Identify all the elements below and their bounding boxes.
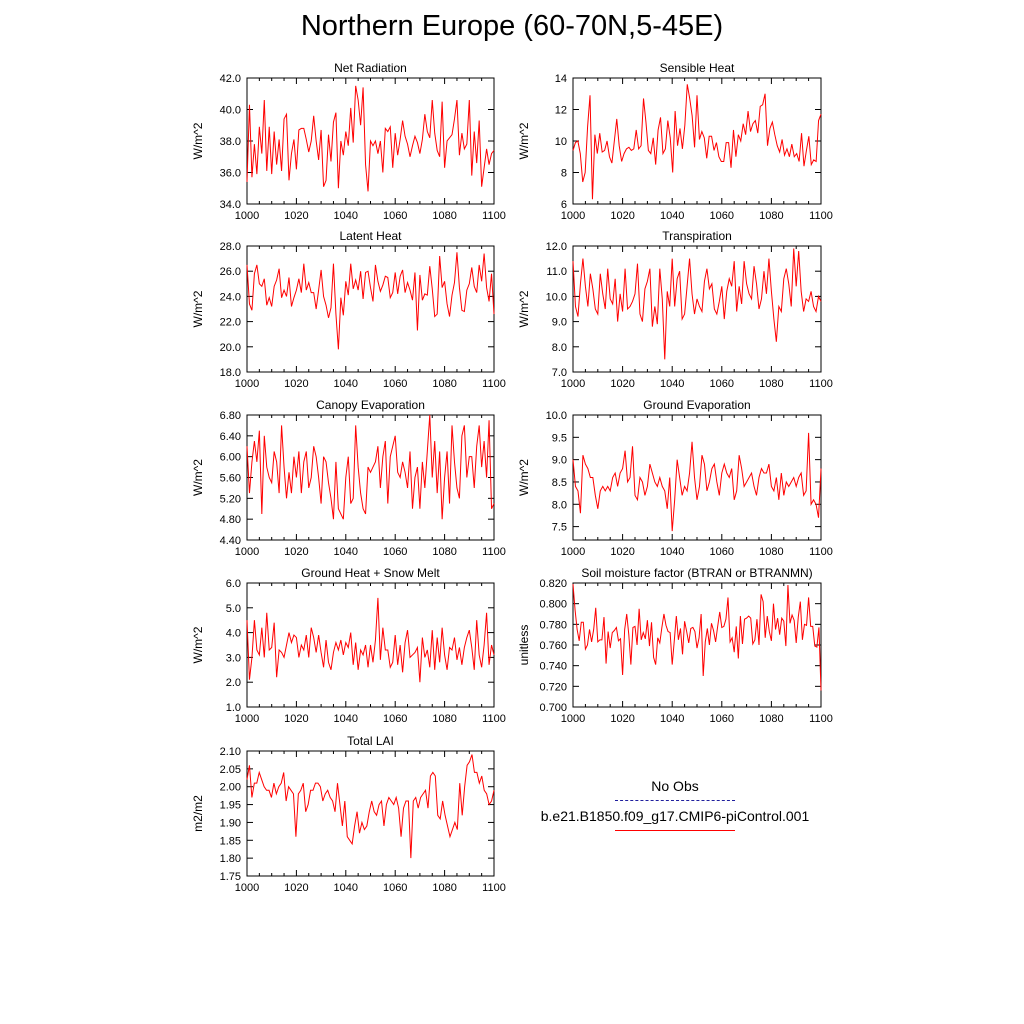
series-line bbox=[247, 252, 494, 349]
chart-panel-8 bbox=[191, 734, 506, 894]
series-line bbox=[247, 86, 494, 192]
x-tick-label: 1080 bbox=[432, 546, 457, 558]
y-tick-label: 38.0 bbox=[219, 136, 241, 148]
legend bbox=[520, 778, 830, 838]
y-tick-label: 1.90 bbox=[219, 817, 241, 830]
chart-panel-5 bbox=[517, 398, 833, 558]
x-tick-label: 1040 bbox=[659, 546, 685, 558]
plot-frame bbox=[573, 415, 821, 540]
panel-title: Soil moisture factor (BTRAN or BTRANMN) bbox=[581, 566, 813, 580]
x-tick-label: 1000 bbox=[560, 210, 586, 222]
x-tick-label: 1040 bbox=[659, 713, 685, 725]
series-line bbox=[247, 755, 494, 859]
y-tick-label: 7.0 bbox=[551, 367, 567, 379]
series-line bbox=[573, 584, 821, 690]
x-tick-label: 1060 bbox=[709, 378, 735, 390]
x-tick-label: 1040 bbox=[333, 210, 359, 222]
y-tick-label: 4.40 bbox=[219, 535, 241, 547]
y-tick-label: 10.0 bbox=[545, 291, 567, 304]
x-tick-label: 1000 bbox=[560, 546, 586, 558]
y-axis-label: W/m^2 bbox=[191, 626, 205, 664]
panel-title: Latent Heat bbox=[339, 229, 402, 243]
x-tick-label: 1080 bbox=[432, 713, 457, 725]
y-tick-label: 3.0 bbox=[225, 652, 241, 665]
chart-panel-1 bbox=[517, 61, 833, 222]
x-tick-label: 1060 bbox=[382, 378, 408, 390]
y-tick-label: 6.80 bbox=[219, 410, 241, 422]
y-tick-label: 12 bbox=[554, 104, 567, 117]
chart-panel-3 bbox=[517, 229, 833, 390]
y-axis-label: W/m^2 bbox=[191, 290, 205, 328]
x-tick-label: 1000 bbox=[560, 378, 586, 390]
y-tick-label: 11.0 bbox=[546, 266, 567, 279]
y-tick-label: 10.0 bbox=[545, 410, 567, 422]
y-tick-label: 6.0 bbox=[225, 578, 241, 590]
x-tick-label: 1020 bbox=[610, 378, 635, 390]
x-tick-label: 1020 bbox=[284, 882, 309, 894]
x-tick-label: 1000 bbox=[234, 378, 260, 390]
y-tick-label: 12.0 bbox=[545, 241, 567, 253]
y-tick-label: 2.05 bbox=[219, 763, 241, 776]
y-tick-label: 0.780 bbox=[539, 619, 567, 632]
x-tick-label: 1060 bbox=[709, 713, 735, 725]
y-tick-label: 8.5 bbox=[551, 476, 567, 489]
series-line bbox=[247, 598, 494, 682]
y-tick-label: 9.0 bbox=[551, 454, 567, 467]
y-tick-label: 4.0 bbox=[225, 627, 241, 640]
y-tick-label: 8.0 bbox=[551, 499, 567, 512]
y-tick-label: 4.80 bbox=[219, 514, 241, 527]
y-tick-label: 0.760 bbox=[539, 640, 567, 652]
x-tick-label: 1000 bbox=[234, 210, 260, 222]
x-tick-label: 1100 bbox=[809, 210, 833, 222]
legend-line-model bbox=[615, 830, 735, 831]
y-tick-label: 0.740 bbox=[539, 660, 567, 673]
panel-title: Ground Evaporation bbox=[643, 398, 751, 412]
y-tick-label: 1.95 bbox=[219, 799, 241, 812]
page-title: Northern Europe (60-70N,5-45E) bbox=[300, 10, 724, 42]
y-tick-label: 8.0 bbox=[551, 341, 567, 354]
x-tick-label: 1080 bbox=[432, 378, 457, 390]
x-tick-label: 1020 bbox=[610, 546, 635, 558]
x-tick-label: 1020 bbox=[284, 378, 309, 390]
y-tick-label: 22.0 bbox=[219, 316, 241, 329]
y-tick-label: 10 bbox=[554, 136, 567, 148]
panel-title: Total LAI bbox=[347, 734, 394, 748]
y-tick-label: 6.40 bbox=[219, 430, 241, 443]
x-tick-label: 1020 bbox=[284, 546, 309, 558]
chart-panel-6 bbox=[191, 566, 506, 725]
x-tick-label: 1020 bbox=[610, 713, 635, 725]
y-tick-label: 2.0 bbox=[225, 677, 241, 690]
chart-panel-2 bbox=[191, 229, 506, 390]
x-tick-label: 1100 bbox=[809, 713, 833, 725]
y-tick-label: 1.85 bbox=[219, 835, 241, 848]
x-tick-label: 1100 bbox=[482, 378, 506, 390]
y-tick-label: 34.0 bbox=[219, 199, 241, 211]
x-tick-label: 1040 bbox=[659, 378, 685, 390]
y-tick-label: 42.0 bbox=[219, 73, 241, 85]
panel-title: Transpiration bbox=[662, 229, 732, 243]
x-tick-label: 1080 bbox=[759, 210, 784, 222]
y-tick-label: 0.700 bbox=[539, 702, 567, 714]
x-tick-label: 1060 bbox=[382, 882, 408, 894]
y-axis-label: W/m^2 bbox=[191, 122, 205, 160]
panel-title: Ground Heat + Snow Melt bbox=[301, 566, 440, 580]
y-axis-label: W/m^2 bbox=[517, 459, 531, 496]
series-line bbox=[573, 433, 821, 531]
y-tick-label: 2.10 bbox=[219, 746, 241, 758]
chart-panel-4 bbox=[191, 398, 506, 558]
y-axis-label: W/m^2 bbox=[517, 290, 531, 328]
y-tick-label: 1.80 bbox=[219, 853, 241, 866]
y-tick-label: 20.0 bbox=[219, 341, 241, 354]
y-tick-label: 1.75 bbox=[219, 871, 241, 883]
chart-panel-0 bbox=[191, 61, 506, 222]
x-tick-label: 1060 bbox=[709, 210, 735, 222]
x-tick-label: 1020 bbox=[284, 210, 309, 222]
series-line bbox=[573, 84, 821, 199]
y-tick-label: 7.5 bbox=[551, 521, 567, 534]
legend-line-no-obs bbox=[615, 800, 735, 801]
x-tick-label: 1040 bbox=[659, 210, 685, 222]
panel-title: Net Radiation bbox=[334, 61, 407, 75]
x-tick-label: 1000 bbox=[234, 546, 260, 558]
y-tick-label: 5.60 bbox=[219, 472, 241, 485]
legend-item-model: b.e21.B1850.f09_g17.CMIP6-piControl.001 bbox=[540, 808, 810, 824]
x-tick-label: 1060 bbox=[382, 713, 408, 725]
series-line bbox=[247, 415, 494, 519]
x-tick-label: 1060 bbox=[382, 210, 408, 222]
y-tick-label: 18.0 bbox=[219, 367, 241, 379]
plot-frame bbox=[573, 246, 821, 372]
x-tick-label: 1020 bbox=[610, 210, 635, 222]
x-tick-label: 1040 bbox=[333, 546, 359, 558]
y-tick-label: 14 bbox=[554, 73, 567, 85]
x-tick-label: 1100 bbox=[482, 546, 506, 558]
x-tick-label: 1040 bbox=[333, 378, 359, 390]
plot-frame bbox=[247, 415, 494, 540]
y-axis-label: W/m^2 bbox=[191, 459, 205, 496]
x-tick-label: 1100 bbox=[809, 378, 833, 390]
x-tick-label: 1080 bbox=[432, 210, 457, 222]
y-axis-label: unitless bbox=[517, 624, 531, 666]
x-tick-label: 1040 bbox=[333, 713, 359, 725]
y-tick-label: 0.720 bbox=[539, 681, 567, 694]
y-tick-label: 5.0 bbox=[225, 602, 241, 615]
y-tick-label: 5.20 bbox=[219, 493, 241, 506]
plot-frame bbox=[247, 246, 494, 372]
x-tick-label: 1000 bbox=[234, 882, 260, 894]
x-tick-label: 1080 bbox=[759, 713, 784, 725]
legend-item-no-obs: No Obs bbox=[651, 778, 699, 794]
x-tick-label: 1060 bbox=[382, 546, 408, 558]
x-tick-label: 1080 bbox=[759, 378, 784, 390]
y-axis-label: W/m^2 bbox=[517, 122, 531, 160]
y-tick-label: 6.00 bbox=[219, 451, 241, 464]
y-tick-label: 26.0 bbox=[219, 266, 241, 279]
y-tick-label: 0.820 bbox=[539, 578, 567, 590]
x-tick-label: 1100 bbox=[482, 210, 506, 222]
y-tick-label: 36.0 bbox=[219, 167, 241, 180]
y-tick-label: 9.5 bbox=[551, 432, 567, 445]
y-tick-label: 28.0 bbox=[219, 241, 241, 253]
y-tick-label: 0.800 bbox=[539, 598, 567, 611]
x-tick-label: 1080 bbox=[432, 882, 457, 894]
x-tick-label: 1040 bbox=[333, 882, 359, 894]
y-tick-label: 40.0 bbox=[219, 104, 241, 117]
panel-title: Canopy Evaporation bbox=[316, 398, 425, 412]
y-tick-label: 6 bbox=[560, 199, 567, 211]
x-tick-label: 1060 bbox=[709, 546, 735, 558]
y-axis-label: m2/m2 bbox=[191, 795, 205, 832]
x-tick-label: 1020 bbox=[284, 713, 309, 725]
y-tick-label: 1.0 bbox=[225, 702, 241, 714]
x-tick-label: 1080 bbox=[759, 546, 784, 558]
panel-title: Sensible Heat bbox=[659, 61, 735, 75]
x-tick-label: 1000 bbox=[234, 713, 260, 725]
y-tick-label: 8 bbox=[560, 167, 567, 180]
plot-frame bbox=[247, 751, 494, 876]
x-tick-label: 1000 bbox=[560, 713, 586, 725]
y-tick-label: 24.0 bbox=[219, 291, 241, 304]
chart-panel-7 bbox=[517, 566, 833, 725]
x-tick-label: 1100 bbox=[482, 882, 506, 894]
series-line bbox=[573, 249, 821, 360]
y-tick-label: 2.00 bbox=[219, 781, 241, 794]
x-tick-label: 1100 bbox=[482, 713, 506, 725]
y-tick-label: 9.0 bbox=[551, 316, 567, 329]
x-tick-label: 1100 bbox=[809, 546, 833, 558]
